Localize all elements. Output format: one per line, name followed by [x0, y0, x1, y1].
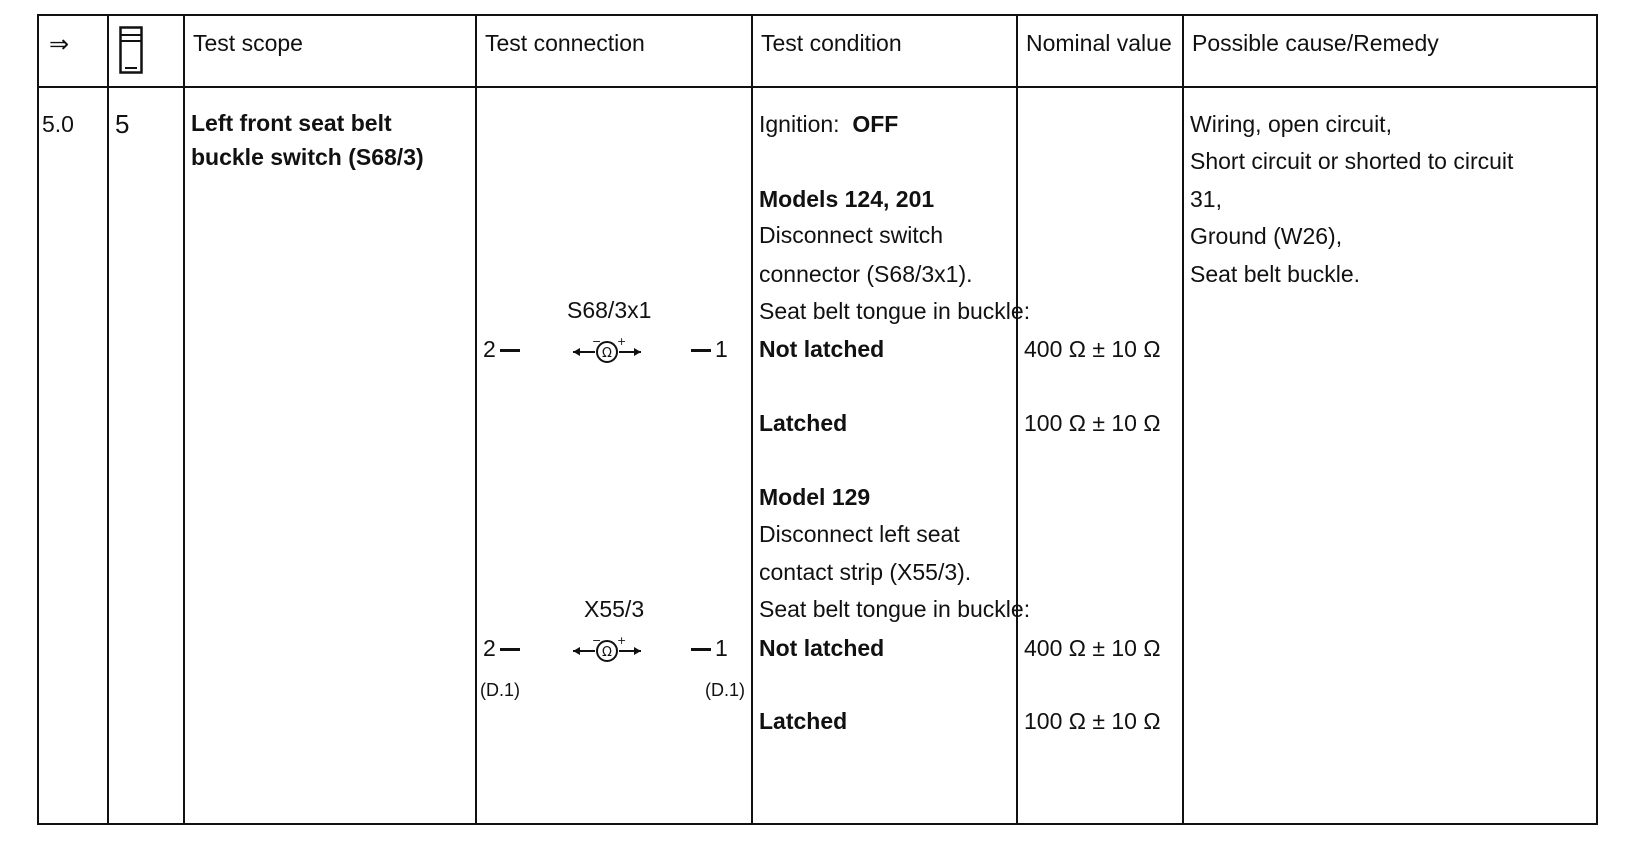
remedy-line: Ground (W26), [1190, 223, 1343, 249]
svg-text:+: + [617, 336, 627, 348]
test-scope-header: Test scope [193, 30, 303, 56]
ignition-line: Ignition: OFF [759, 111, 899, 137]
condition-not-latched: Not latched [759, 635, 885, 661]
pin-right: 1 [687, 635, 728, 662]
models-label: Model 129 [759, 484, 871, 510]
arrow-header: ⇒ [49, 31, 70, 58]
remedy-line: 31, [1190, 186, 1222, 212]
column-divider [183, 16, 185, 823]
nominal-value: 400 Ω ± 10 Ω [1024, 635, 1161, 661]
remedy-line: Short circuit or shorted to circuit [1190, 148, 1514, 174]
nominal-value-header: Nominal value [1026, 30, 1172, 56]
test-table [37, 14, 1598, 825]
svg-text:Ω: Ω [602, 645, 612, 660]
column-divider [475, 16, 477, 823]
ohmmeter-icon [571, 336, 643, 371]
test-connection-header: Test connection [485, 30, 645, 56]
column-divider [107, 16, 109, 823]
pin-right: 1 [687, 336, 728, 363]
svg-text:Ω: Ω [602, 346, 612, 361]
svg-text:+: + [617, 635, 627, 647]
instruction-line: Seat belt tongue in buckle: [759, 298, 1031, 324]
reference-left: (D.1) [480, 680, 520, 700]
connector-label: S68/3x1 [567, 297, 652, 323]
svg-text:−: − [592, 635, 602, 647]
step-number: 5.0 [42, 111, 74, 137]
ohmmeter-icon [571, 635, 643, 670]
instruction-line: connector (S68/3x1). [759, 261, 973, 287]
condition-latched: Latched [759, 708, 848, 734]
step-code: 5 [115, 109, 130, 139]
test-scope-text: Left front seat belt buckle switch (S68/3) [191, 110, 424, 170]
pin-left: 2 [483, 336, 524, 363]
document-icon [119, 26, 143, 79]
connector-label: X55/3 [584, 596, 645, 622]
remedy-line: Wiring, open circuit, [1190, 111, 1392, 137]
column-divider [751, 16, 753, 823]
condition-not-latched: Not latched [759, 336, 885, 362]
instruction-line: Seat belt tongue in buckle: [759, 596, 1031, 622]
instruction-line: Disconnect switch [759, 222, 944, 248]
column-divider [1016, 16, 1018, 823]
test-condition-header: Test condition [761, 30, 902, 56]
models-label: Models 124, 201 [759, 186, 935, 212]
instruction-line: Disconnect left seat [759, 521, 960, 547]
nominal-value: 100 Ω ± 10 Ω [1024, 410, 1161, 436]
reference-right: (D.1) [705, 680, 745, 700]
remedy-line: Seat belt buckle. [1190, 261, 1361, 287]
pin-left: 2 [483, 635, 524, 662]
header-divider [39, 86, 1596, 88]
svg-text:−: − [592, 336, 602, 348]
remedy-header: Possible cause/Remedy [1192, 30, 1439, 56]
condition-latched: Latched [759, 410, 848, 436]
instruction-line: contact strip (X55/3). [759, 559, 972, 585]
nominal-value: 100 Ω ± 10 Ω [1024, 708, 1161, 734]
column-divider [1182, 16, 1184, 823]
nominal-value: 400 Ω ± 10 Ω [1024, 336, 1161, 362]
